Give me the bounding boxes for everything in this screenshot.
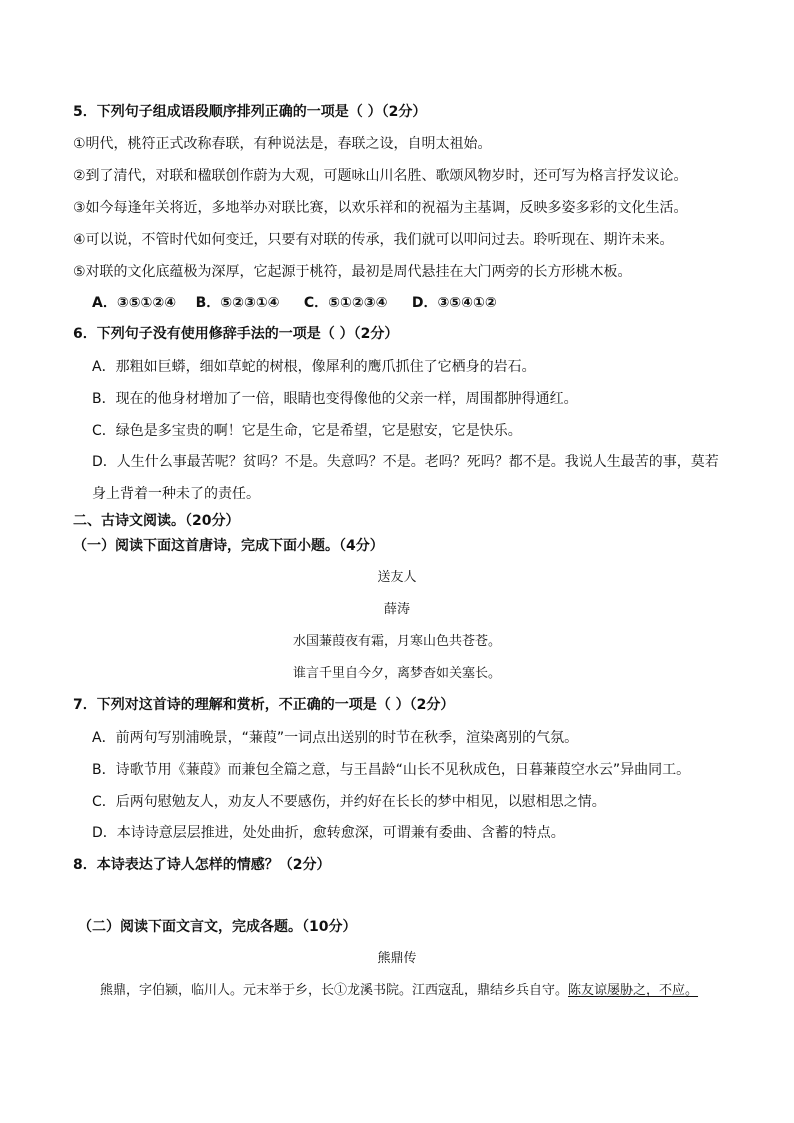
question-7-option-a: A．前两句写别浦晚景，“蒹葭”一词点出送别的时节在秋季，渲染离别的气氛。 [92,730,579,746]
poem-line-1: 水国蒹葭夜有霜，月寒山色共苍苍。 [292,634,501,649]
question-6-option-d-line-1: D．人生什么事最苦呢？贫吗？不是。失意吗？不是。老吗？死吗？都不是。我说人生最苦的事，莫若 [92,454,719,470]
essay-title: 熊鼎传 [377,951,417,966]
question-5-sentence-1: ①明代，桃符正式改称春联，有种说法是，春联之设，自明太祖始。 [73,136,492,152]
question-7-option-b: B．诗歌节用《蒹葭》而兼包全篇之意，与王昌龄“山长不见秋成色，日暮蒹葭空水云”异曲同工。 [92,762,691,778]
poem-author: 薛涛 [383,602,410,617]
section-2-part-1-title: （一）阅读下面这首唐诗，完成下面小题。（4分） [73,538,384,554]
question-6-title: 6．下列句子没有使用修辞手法的一项是（ ）（2分） [73,326,399,342]
question-5-options: A．③⑤①②④ B．⑤②③①④ C．⑤①②③④ D．③⑤④①② [92,295,497,311]
question-6-option-a: A．那粗如巨蟒，细如草蛇的树根，像犀利的鹰爪抓住了它栖身的岩石。 [92,359,536,375]
section-2-title: 二、古诗文阅读。（20分） [73,513,240,529]
essay-line-1-underlined-text: 陈友谅屡胁之，不应。 [568,983,699,998]
essay-line-1 [100,982,698,1000]
question-7-option-d: D．本诗诗意层层推进，处处曲折，愈转愈深，可谓兼有委曲、含蓄的特点。 [92,825,565,841]
question-6-option-d-line-2: 身上背着一种未了的责任。 [92,486,260,502]
question-6-option-b: B．现在的他身材增加了一倍，眼睛也变得像他的父亲一样，周围都肿得通红。 [92,391,578,407]
question-7-option-c: C．后两句慰勉友人，劝友人不要感伤，并约好在长长的梦中相见，以慰相思之情。 [92,794,606,810]
poem-line-2: 谁言千里自今夕，离梦杳如关塞长。 [292,666,501,681]
essay-line-1-text: 熊鼎，字伯颍，临川人。元末举于乡，长①龙溪书院。江西寇乱，鼎结乡兵自守。 [100,983,569,998]
question-5-sentence-5: ⑤对联的文化底蕴极为深厚，它起源于桃符，最初是周代悬挂在大门两旁的长方形桃木板。 [73,264,632,280]
part-2-title: （二）阅读下面文言文，完成各题。（10分） [78,919,357,935]
question-5-sentence-2: ②到了清代，对联和楹联创作蔚为大观，可题咏山川名胜、歌颂风物岁时，还可写为格言抒发议论。 [73,168,688,184]
question-5-sentence-3: ③如今每逢年关将近，多地举办对联比赛，以欢乐祥和的祝福为主基调，反映多姿多彩的文化生活。 [73,200,688,216]
question-7-title: 7．下列对这首诗的理解和赏析，不正确的一项是（ ）（2分） [73,697,455,713]
question-5-title: 5．下列句子组成语段顺序排列正确的一项是（ ）（2分） [73,104,427,120]
poem-title: 送友人 [377,570,417,585]
question-6-option-c: C．绿色是多宝贵的啊！它是生命，它是希望，它是慰安，它是快乐。 [92,423,522,439]
question-5-sentence-4: ④可以说，不管时代如何变迁，只要有对联的传承，我们就可以叩问过去。聆听现在、期许未来。 [73,232,674,248]
question-8-title: 8．本诗表达了诗人怎样的情感？（2分） [73,857,331,873]
